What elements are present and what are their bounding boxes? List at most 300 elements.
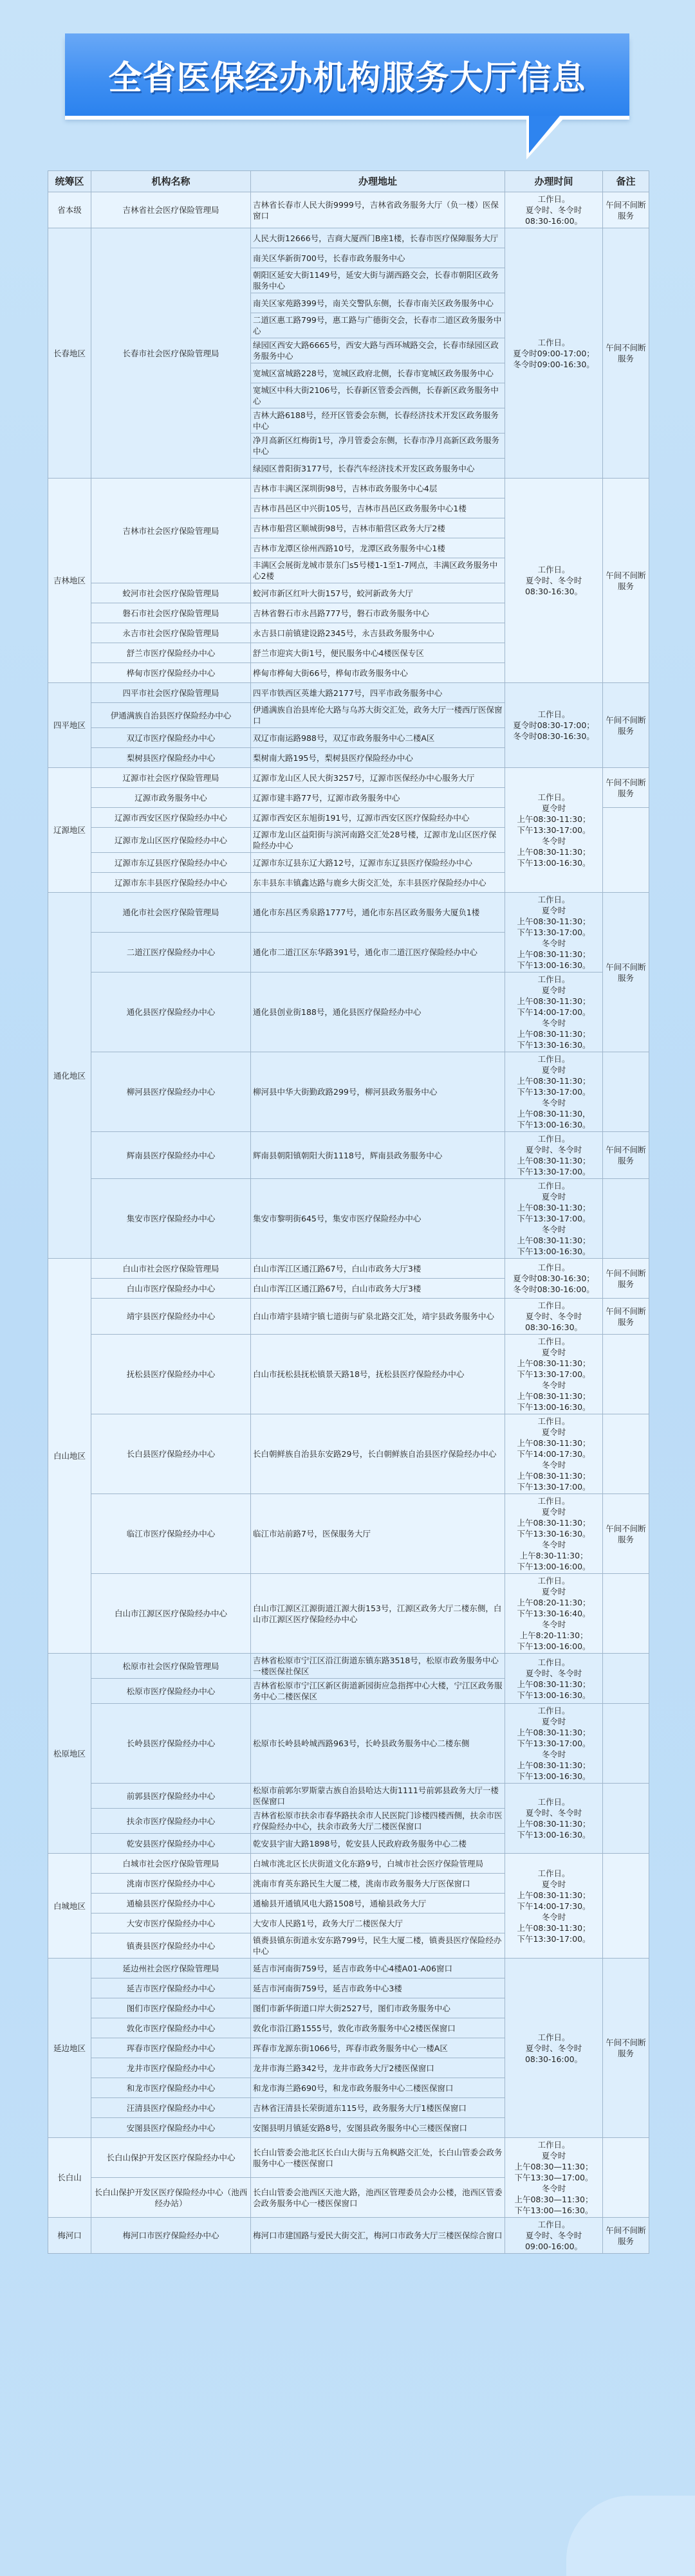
org-name-cell: 乾安县医疗保险经办中心 (91, 1834, 251, 1854)
hours-line: 下午13:00-16:30。 (517, 1690, 591, 1700)
org-name-cell: 洮南市医疗保险经办中心 (91, 1874, 251, 1894)
hours-line: 上午08:30—11:30； (514, 2162, 593, 2171)
table-row (48, 1259, 649, 1279)
hours-line: 夏令时 (541, 2151, 566, 2160)
org-name-cell: 白城市社会医疗保险管理局 (91, 1854, 251, 1874)
page-title: 全省医保经办机构服务大厅信息 (108, 59, 586, 98)
address-cell: 通化市二道江区东华路391号，通化市二道江医疗保险经办中心 (251, 933, 505, 973)
org-name-cell: 长白山保护开发区医疗保险经办中心（池西经办站） (91, 2178, 251, 2218)
hours-line: 工作日。 (537, 895, 570, 904)
org-name-cell: 抚松县医疗保险经办中心 (91, 1335, 251, 1414)
hours-line: 工作日。 (537, 1868, 570, 1878)
hours-line: 下午13:30-17:00。 (517, 1369, 591, 1379)
hours-line: 冬令时 (541, 938, 566, 948)
hours-line: 夏令时09:00-17:00； (513, 348, 595, 358)
hours-line: 夏令时 (541, 803, 566, 813)
hours-line: 工作日。 (537, 1337, 570, 1346)
address-cell: 和龙市海兰路690号，和龙市政务服务中心二楼医保窗口 (251, 2078, 505, 2098)
table-row (48, 1179, 649, 1259)
address-cell: 辽源市东辽县东辽大路12号，辽源市东辽县医疗保险经办中心 (251, 853, 505, 873)
hours-line: 上午08:30-11:30， (517, 1109, 591, 1119)
remark-cell: 午间不间断服务 (603, 479, 649, 683)
table-row (48, 1335, 649, 1414)
address-cell: 南关区家苑路399号，南关交警队东侧，长春市南关区政务服务中心 (251, 293, 505, 313)
remark-cell: 午间不间断服务 (603, 192, 649, 228)
hours-line: 上午08:30-11:30； (517, 1358, 591, 1368)
remark-cell: 午间不间断服务 (603, 1259, 649, 1299)
hours-line: 工作日。 (537, 1496, 570, 1506)
remark-cell: 午间不间断服务 (603, 1299, 649, 1335)
hours-line: 夏令时、冬令时 (525, 1808, 582, 1818)
hours-line: 夏令时 (541, 1879, 566, 1889)
org-name-cell: 辽源市龙山区医疗保险经办中心 (91, 828, 251, 853)
header-address: 办理地址 (251, 171, 505, 192)
hours-line: 工作日。 (537, 2220, 570, 2229)
hours-line: 夏令时 (541, 1717, 566, 1726)
table-row (48, 228, 649, 248)
org-name-cell: 安图县医疗保险经办中心 (91, 2118, 251, 2138)
address-cell: 长白朝鲜族自治县东安路29号，长白朝鲜族自治县医疗保险经办中心 (251, 1414, 505, 1494)
address-cell: 白山市靖宇县靖宇镇七道街与矿泉北路交汇处，靖宇县政务服务中心 (251, 1299, 505, 1335)
hours-line: 上午08:30-11:30； (517, 996, 591, 1006)
hours-line: 上午08:30-11:30； (517, 1236, 591, 1245)
org-name-cell: 大安市医疗保险经办中心 (91, 1914, 251, 1933)
hours-line: 工作日。 (537, 1134, 570, 1144)
address-cell: 永吉县口前镇建设路2345号，永吉县政务服务中心 (251, 623, 505, 643)
table-row (48, 1414, 649, 1494)
hours-line: 下午13:00-16:30。 (517, 1771, 591, 1781)
address-cell: 吉林市龙潭区徐州西路10号，龙潭区政务服务中心1楼 (251, 538, 505, 558)
hours-cell (505, 2218, 603, 2254)
hours-cell (505, 479, 603, 683)
address-cell: 宽城区中科大街2106号，长春新区管委会西侧，长春新区政务服务中心 (251, 383, 505, 408)
hours-line: 夏令时 (541, 1587, 566, 1596)
hours-line: 上午08:30-11:30； (517, 1819, 591, 1829)
hours-cell (505, 192, 603, 228)
address-cell: 二道区惠工路799号，惠工路与广德街交会，长春市二道区政务服务中心 (251, 313, 505, 338)
hours-line: 上午08:30-11:30； (517, 1391, 591, 1401)
address-cell: 珲春市龙源东街1066号，珲春市政务服务中心一楼A区 (251, 2038, 505, 2058)
hours-line: 工作日。 (537, 337, 570, 347)
org-name-cell: 永吉市社会医疗保险管理局 (91, 623, 251, 643)
hours-line: 下午13:30-17:00。 (517, 1087, 591, 1097)
table-row (48, 683, 649, 703)
address-cell: 吉林大路6188号，经开区管委会东侧，长春经济技术开发区政务服务中心 (251, 408, 505, 434)
hours-line: 下午13:30-17:00。 (517, 1482, 591, 1492)
org-name-cell: 辽源市东辽县医疗保险经办中心 (91, 853, 251, 873)
hours-line: 夏令时、冬令时 (525, 205, 582, 215)
hours-cell (505, 1959, 603, 2138)
address-cell: 辽源市龙山区人民大街3257号，辽源市医保经办中心服务大厅 (251, 768, 505, 788)
hours-line: 工作日。 (537, 1416, 570, 1426)
hours-line: 上午08:30—11:30； (514, 2195, 593, 2204)
region-cell: 四平地区 (48, 683, 91, 768)
hours-line: 下午13:00-16:30。 (517, 1830, 591, 1840)
address-cell: 吉林省汪清县长荣街道东115号，政务服务大厅1楼医保窗口 (251, 2098, 505, 2118)
org-name-cell: 辽源市政务服务中心 (91, 788, 251, 808)
region-cell: 松原地区 (48, 1654, 91, 1854)
hours-line: 工作日。 (537, 1301, 570, 1310)
hours-cell (505, 1854, 603, 1959)
address-cell: 南关区华新街700号，长春市政务服务中心 (251, 248, 505, 268)
org-name-cell: 临江市医疗保险经办中心 (91, 1494, 251, 1574)
hours-line: 上午8:20-11:30； (519, 1631, 588, 1640)
remark-cell: 午间不间断服务 (603, 768, 649, 808)
address-cell: 辉南县朝阳镇朝阳大街1118号，辉南县政务服务中心 (251, 1132, 505, 1179)
org-name-cell: 松原市医疗保险经办中心 (91, 1679, 251, 1704)
address-cell: 绿园区西安大路6665号，西安大路与西环城路交会，长春市绿园区政务服务中心 (251, 338, 505, 363)
hours-line: 09:00-16:00。 (524, 2242, 583, 2251)
hours-line: 上午08:30-11:30； (517, 1471, 591, 1481)
hours-line: 上午08:30-11:30； (517, 847, 591, 857)
hours-line: 上午08:30-11:30； (517, 1076, 591, 1086)
org-name-cell: 敦化市医疗保险经办中心 (91, 2018, 251, 2038)
table-row (48, 192, 649, 228)
hours-line: 冬令时 (541, 1460, 566, 1470)
address-cell: 桦甸市桦甸大街66号，桦甸市政务服务中心 (251, 663, 505, 683)
remark-cell (603, 1414, 649, 1494)
org-name-cell: 前郭县医疗保险经办中心 (91, 1784, 251, 1809)
region-cell: 梅河口 (48, 2218, 91, 2254)
address-cell: 吉林市丰满区深圳街98号，吉林市政务服务中心4层 (251, 479, 505, 498)
hours-line: 下午13:00-16:30。 (517, 858, 591, 868)
header-org: 机构名称 (91, 171, 251, 192)
hours-line: 下午13:30-16:30。 (517, 1529, 591, 1539)
address-cell: 人民大街12666号，吉商大厦西门B座1楼，长春市医疗保障服务大厅 (251, 228, 505, 248)
hours-line: 下午13:00-16:30。 (517, 1247, 591, 1256)
org-name-cell: 蛟河市社会医疗保险管理局 (91, 583, 251, 603)
hours-line: 夏令时、冬令时 (525, 1145, 582, 1155)
header-region: 统筹区 (48, 171, 91, 192)
org-name-cell: 长春市社会医疗保险管理局 (91, 228, 251, 479)
remark-cell (603, 1179, 649, 1259)
hours-cell (505, 1654, 603, 1704)
hours-cell (505, 1259, 603, 1299)
table-row (48, 1854, 649, 1874)
address-cell: 辽源市建丰路77号，辽源市政务服务中心 (251, 788, 505, 808)
address-cell: 绿园区普阳街3177号，长春汽车经济技术开发区政务服务中心 (251, 459, 505, 479)
org-name-cell: 辽源市西安区医疗保险经办中心 (91, 808, 251, 828)
address-cell: 白山市江源区江源街道江源大街153号，江源区政务大厅二楼东侧，白山市江源区医疗保险经办中心 (251, 1574, 505, 1654)
address-cell: 敦化市沿江路1555号，敦化市政务服务中心2楼医保窗口 (251, 2018, 505, 2038)
table-row (48, 1132, 649, 1179)
hours-line: 冬令时08:30-16:30。 (513, 731, 595, 741)
hours-line: 上午08:30-11:30； (517, 1518, 591, 1528)
region-cell: 辽源地区 (48, 768, 91, 893)
remark-cell (603, 808, 649, 893)
org-name-cell: 白山市江源区医疗保险经办中心 (91, 1574, 251, 1654)
address-cell: 通榆县开通镇风电大路1508号，通榆县政务大厅 (251, 1894, 505, 1914)
org-name-cell: 镇赉县医疗保险经办中心 (91, 1933, 251, 1959)
remark-cell: 午间不间断服务 (603, 1132, 649, 1179)
remark-cell (603, 1574, 649, 1654)
hours-line: 夏令时、冬令时 (525, 2043, 582, 2053)
address-cell: 辽源市西安区东旭街191号，辽源市西安区医疗保险经办中心 (251, 808, 505, 828)
address-cell: 安图县明月镇延安路8号，安图县政务服务中心三楼医保窗口 (251, 2118, 505, 2138)
region-cell: 延边地区 (48, 1959, 91, 2138)
address-cell: 乾安县宇宙大路1898号，乾安县人民政府政务服务中心二楼 (251, 1834, 505, 1854)
hours-line: 夏令时 (541, 1427, 566, 1437)
remark-cell (603, 1854, 649, 1959)
org-name-cell: 辉南县医疗保险经办中心 (91, 1132, 251, 1179)
address-cell: 长白山管委会池北区长白山大街与五角枫路交汇处，长白山管委会政务服务中心一楼医保窗口 (251, 2138, 505, 2178)
hours-line: 夏令时、冬令时 (525, 1311, 582, 1321)
table-row (48, 893, 649, 933)
address-cell: 临江市站前路7号，医保服务大厅 (251, 1494, 505, 1574)
address-cell: 龙井市海兰路342号，龙井市政务大厅2楼医保窗口 (251, 2058, 505, 2078)
hours-line: 工作日。 (537, 194, 570, 204)
hours-line: 冬令时 (541, 1620, 566, 1629)
table-body (48, 192, 649, 2254)
address-cell: 松原市前郭尔罗斯蒙古族自治县哈达大街1111号前郭县政务大厅一楼医保窗口 (251, 1784, 505, 1809)
hours-cell (505, 1179, 603, 1259)
hours-line: 夏令时、冬令时 (525, 1668, 582, 1678)
org-name-cell: 二道江医疗保险经办中心 (91, 933, 251, 973)
table-row (48, 1052, 649, 1132)
hours-cell (505, 1335, 603, 1414)
hours-line: 夏令时 (541, 906, 566, 915)
org-name-cell: 靖宇县医疗保险经办中心 (91, 1299, 251, 1335)
hours-line: 夏令时 (541, 1347, 566, 1357)
org-name-cell: 珲春市医疗保险经办中心 (91, 2038, 251, 2058)
hours-line: 上午08:30-11:30； (517, 1728, 591, 1737)
address-cell: 白城市洮北区长庆街道文化东路9号，白城市社会医疗保险管理局 (251, 1854, 505, 1874)
header-remark: 备注 (603, 171, 649, 192)
hours-line: 冬令时 (541, 1225, 566, 1234)
remark-cell: 午间不间断服务 (603, 228, 649, 479)
address-cell: 双辽市南运路988号，双辽市政务服务中心二楼A区 (251, 728, 505, 748)
address-cell: 梨树南大路195号，梨树县医疗保险经办中心 (251, 748, 505, 768)
address-cell: 吉林省长春市人民大街9999号，吉林省政务服务大厅（负一楼）医保窗口 (251, 192, 505, 228)
hours-cell (505, 1574, 603, 1654)
background-decoration (566, 2496, 695, 2576)
org-name-cell: 松原市社会医疗保险管理局 (91, 1654, 251, 1679)
address-cell: 图们市新华街道口岸大街2527号，图们市政务服务中心 (251, 1998, 505, 2018)
org-name-cell: 图们市医疗保险经办中心 (91, 1998, 251, 2018)
hours-line: 冬令时 (541, 1540, 566, 1549)
org-name-cell: 辽源市东丰县医疗保险经办中心 (91, 873, 251, 893)
hours-line: 工作日。 (537, 1263, 570, 1272)
hours-line: 冬令时 (541, 2184, 566, 2193)
remark-cell (603, 1335, 649, 1414)
address-cell: 宽城区富城路228号，宽城区政府北侧，长春市宽城区政务服务中心 (251, 363, 505, 383)
address-cell: 舒兰市迎宾大街1号，便民服务中心4楼医保专区 (251, 643, 505, 663)
hours-line: 夏令时 (541, 1065, 566, 1075)
org-name-cell: 长白县医疗保险经办中心 (91, 1414, 251, 1494)
hours-line: 08:30-16:00。 (524, 2054, 583, 2064)
hours-line: 上午8:30-11:30； (519, 1551, 588, 1560)
hours-line: 上午08:30-11:30； (517, 949, 591, 959)
org-name-cell: 和龙市医疗保险经办中心 (91, 2078, 251, 2098)
hours-line: 上午08:30-11:30； (517, 1679, 591, 1689)
org-name-cell: 白山市社会医疗保险管理局 (91, 1259, 251, 1279)
hours-cell (505, 1704, 603, 1784)
hours-line: 上午08:30-11:30； (517, 1438, 591, 1448)
hours-line: 夏令时08:30-17:00； (513, 720, 595, 730)
org-name-cell: 柳河县医疗保险经办中心 (91, 1052, 251, 1132)
address-cell: 吉林省松原市扶余市春华路扶余市人民医院门诊楼四楼西侧，扶余市医疗保险经办中心，扶余市政务大厅二楼医保窗口 (251, 1809, 505, 1834)
region-cell: 白城地区 (48, 1854, 91, 1959)
org-name-cell: 伊通满族自治县医疗保险经办中心 (91, 703, 251, 728)
hours-line: 工作日。 (537, 2032, 570, 2042)
banner-tail-inner (529, 116, 560, 153)
address-cell: 辽源市龙山区益阳街与滨河南路交汇处28号楼，辽源市龙山区医疗保险经办中心 (251, 828, 505, 853)
hours-line: 下午13:00-16:30。 (517, 960, 591, 970)
address-cell: 四平市铁西区英雄大路2177号，四平市政务服务中心 (251, 683, 505, 703)
table-row (48, 1704, 649, 1784)
hours-line: 下午13:30-17:00。 (517, 1214, 591, 1223)
address-cell: 吉林省松原市宁江区新区街道新园街应急指挥中心大楼，宁江区政务服务中心二楼医保区 (251, 1679, 505, 1704)
address-cell: 白山市浑江区通江路67号，白山市政务大厅3楼 (251, 1259, 505, 1279)
address-cell: 柳河县中华大街勤政路299号，柳河县政务服务中心 (251, 1052, 505, 1132)
remark-cell: 午间不间断服务 (603, 1959, 649, 2138)
org-name-cell: 梨树县医疗保险经办中心 (91, 748, 251, 768)
table-row (48, 2218, 649, 2254)
org-name-cell: 吉林省社会医疗保险管理局 (91, 192, 251, 228)
address-cell: 梅河口市建国路与爱民大街交汇，梅河口市政务大厅三楼医保综合窗口 (251, 2218, 505, 2254)
org-name-cell: 长岭县医疗保险经办中心 (91, 1704, 251, 1784)
hours-line: 下午14:00-17:00。 (517, 1007, 591, 1017)
hours-line: 下午13:30—17:00。 (514, 2173, 593, 2182)
remark-cell (603, 1654, 649, 1704)
hours-line: 工作日。 (537, 1797, 570, 1807)
hours-line: 08:30-16:30。 (524, 1322, 583, 1332)
remark-cell: 午间不间断服务 (603, 683, 649, 768)
region-cell: 省本级 (48, 192, 91, 228)
region-cell: 吉林地区 (48, 479, 91, 683)
hours-line: 工作日。 (537, 1054, 570, 1064)
hours-cell (505, 1784, 603, 1854)
remark-cell: 午间不间断服务 (603, 1494, 649, 1574)
hours-line: 上午08:30-11:30； (517, 1203, 591, 1212)
hours-line: 08:30-16:30。 (524, 587, 583, 596)
hours-cell (505, 228, 603, 479)
hours-line: 下午13:00-16:00。 (517, 1562, 591, 1571)
hours-line: 下午14:00-17:30。 (517, 1449, 591, 1459)
hours-line: 冬令时 (541, 1098, 566, 1108)
hours-line: 下午13:00—16:30。 (514, 2206, 593, 2215)
address-cell: 吉林省松原市宁江区沿江街道东镇东路3518号，松原市政务服务中心一楼医保社保区 (251, 1654, 505, 1679)
org-name-cell: 集安市医疗保险经办中心 (91, 1179, 251, 1259)
table-row (48, 1299, 649, 1335)
table-row (48, 973, 649, 1052)
hours-line: 下午13:00-16:30。 (517, 1120, 591, 1129)
org-name-cell: 延边州社会医疗保险管理局 (91, 1959, 251, 1978)
org-name-cell: 白山市医疗保险经办中心 (91, 1279, 251, 1299)
remark-cell (603, 2138, 649, 2218)
hours-cell (505, 1414, 603, 1494)
org-name-cell: 通化县医疗保险经办中心 (91, 973, 251, 1052)
hours-line: 08:30-16:00。 (524, 216, 583, 226)
address-cell: 丰满区会展街龙城市景东门s5号楼1-1至1-7网点，丰满区政务服务中心2楼 (251, 558, 505, 583)
org-name-cell: 通化市社会医疗保险管理局 (91, 893, 251, 933)
hours-line: 工作日。 (537, 1181, 570, 1191)
address-cell: 净月高新区红梅街1号，净月管委会东侧，长春市净月高新区政务服务中心 (251, 434, 505, 459)
hours-line: 上午08:30-11:30； (517, 1923, 591, 1933)
hours-line: 冬令时 (541, 1380, 566, 1390)
org-name-cell: 长白山保护开发区医疗保险经办中心 (91, 2138, 251, 2178)
hours-line: 下午13:30-17:00。 (517, 825, 591, 835)
table-row (48, 1574, 649, 1654)
hours-line: 夏令时 (541, 1192, 566, 1201)
hours-cell (505, 768, 603, 893)
address-cell: 长白山管委会池西区天池大路，池西区管理委员会办公楼，池西区管委会政务服务中心一楼医保窗口 (251, 2178, 505, 2218)
hours-line: 冬令时08:30-16:00。 (513, 1284, 595, 1294)
table-row (48, 2138, 649, 2178)
hours-line: 上午08:30-11:30； (517, 814, 591, 824)
hours-line: 夏令时 (541, 1507, 566, 1517)
region-cell: 白山地区 (48, 1259, 91, 1654)
address-cell: 白山市抚松县抚松镇景天路18号，抚松县医疗保险经办中心 (251, 1335, 505, 1414)
hours-line: 下午13:30-17:00。 (517, 1933, 591, 1944)
hours-line: 工作日。 (537, 565, 570, 574)
region-cell: 通化地区 (48, 893, 91, 1259)
table-row (48, 479, 649, 498)
hours-line: 工作日。 (537, 1657, 570, 1667)
address-cell: 吉林市昌邑区中兴街105号，吉林市昌邑区政务服务中心1楼 (251, 498, 505, 518)
hours-line: 上午08:30-11:30； (517, 1890, 591, 1900)
hours-line: 冬令时 (541, 1912, 566, 1922)
address-cell: 延吉市河南街759号，延吉市政务中心3楼 (251, 1978, 505, 1998)
org-name-cell: 通榆县医疗保险经办中心 (91, 1894, 251, 1914)
org-name-cell: 桦甸市医疗保险经办中心 (91, 663, 251, 683)
table-row (48, 768, 649, 788)
org-name-cell: 龙井市医疗保险经办中心 (91, 2058, 251, 2078)
org-name-cell: 吉林市社会医疗保险管理局 (91, 479, 251, 583)
address-cell: 蛟河市新区红叶大街157号，蛟河新政务大厅 (251, 583, 505, 603)
hours-line: 上午08:30-11:30； (517, 1156, 591, 1165)
remark-cell: 午间不间断服务 (603, 893, 649, 1052)
hours-line: 工作日。 (537, 974, 570, 984)
address-cell: 洮南市育英东路民生大厦二楼，洮南市政务服务大厅医保窗口 (251, 1874, 505, 1894)
region-cell: 长春地区 (48, 228, 91, 479)
hours-cell (505, 1052, 603, 1132)
address-cell: 东丰县东丰镇鑫达路与鹿乡大街交汇处，东丰县医疗保险经办中心 (251, 873, 505, 893)
remark-cell (603, 1052, 649, 1132)
address-cell: 通化县创业街188号，通化县医疗保险经办中心 (251, 973, 505, 1052)
hours-line: 上午08:30-11:30； (517, 1029, 591, 1039)
table-row (48, 1494, 649, 1574)
address-cell: 松原市长岭县岭城西路963号，长岭县政务服务中心二楼东侧 (251, 1704, 505, 1784)
org-name-cell: 四平市社会医疗保险管理局 (91, 683, 251, 703)
address-cell: 吉林省磐石市永昌路777号，磐石市政务服务中心 (251, 603, 505, 623)
hours-line: 夏令时、冬令时 (525, 576, 582, 585)
hours-line: 下午13:00-16:30。 (517, 1402, 591, 1412)
hours-cell (505, 973, 603, 1052)
hours-line: 工作日。 (537, 792, 570, 802)
table-row (48, 1784, 649, 1809)
address-cell: 朝阳区延安大街1149号，延安大街与湖西路交会，长春市朝阳区政务服务中心 (251, 268, 505, 293)
service-hall-table (48, 170, 649, 2254)
address-cell: 延吉市河南街759号，延吉市政务中心4楼A01-A06窗口 (251, 1959, 505, 1978)
hours-cell (505, 1299, 603, 1335)
hours-line: 下午13:30-17:00。 (517, 927, 591, 937)
org-name-cell: 延吉市医疗保险经办中心 (91, 1978, 251, 1998)
hours-line: 工作日。 (537, 2140, 570, 2150)
org-name-cell: 舒兰市医疗保险经办中心 (91, 643, 251, 663)
hours-cell (505, 2138, 603, 2218)
hours-line: 上午08:20-11:30； (517, 1598, 591, 1607)
hours-cell (505, 893, 603, 973)
hours-cell (505, 683, 603, 768)
hours-line: 夏令时08:30-16:30； (513, 1274, 595, 1283)
org-name-cell: 磐石市社会医疗保险管理局 (91, 603, 251, 623)
hours-line: 上午08:30-11:30； (517, 917, 591, 926)
hours-line: 下午13:30-17:00。 (517, 1739, 591, 1748)
address-cell: 通化市东昌区秀泉路1777号，通化市东昌区政务服务大厦负1楼 (251, 893, 505, 933)
hours-line: 夏令时、冬令时 (525, 2231, 582, 2240)
address-cell: 镇赉县镇东街道永安东路799号，民生大厦二楼，镇赉县医疗保险经办中心 (251, 1933, 505, 1959)
